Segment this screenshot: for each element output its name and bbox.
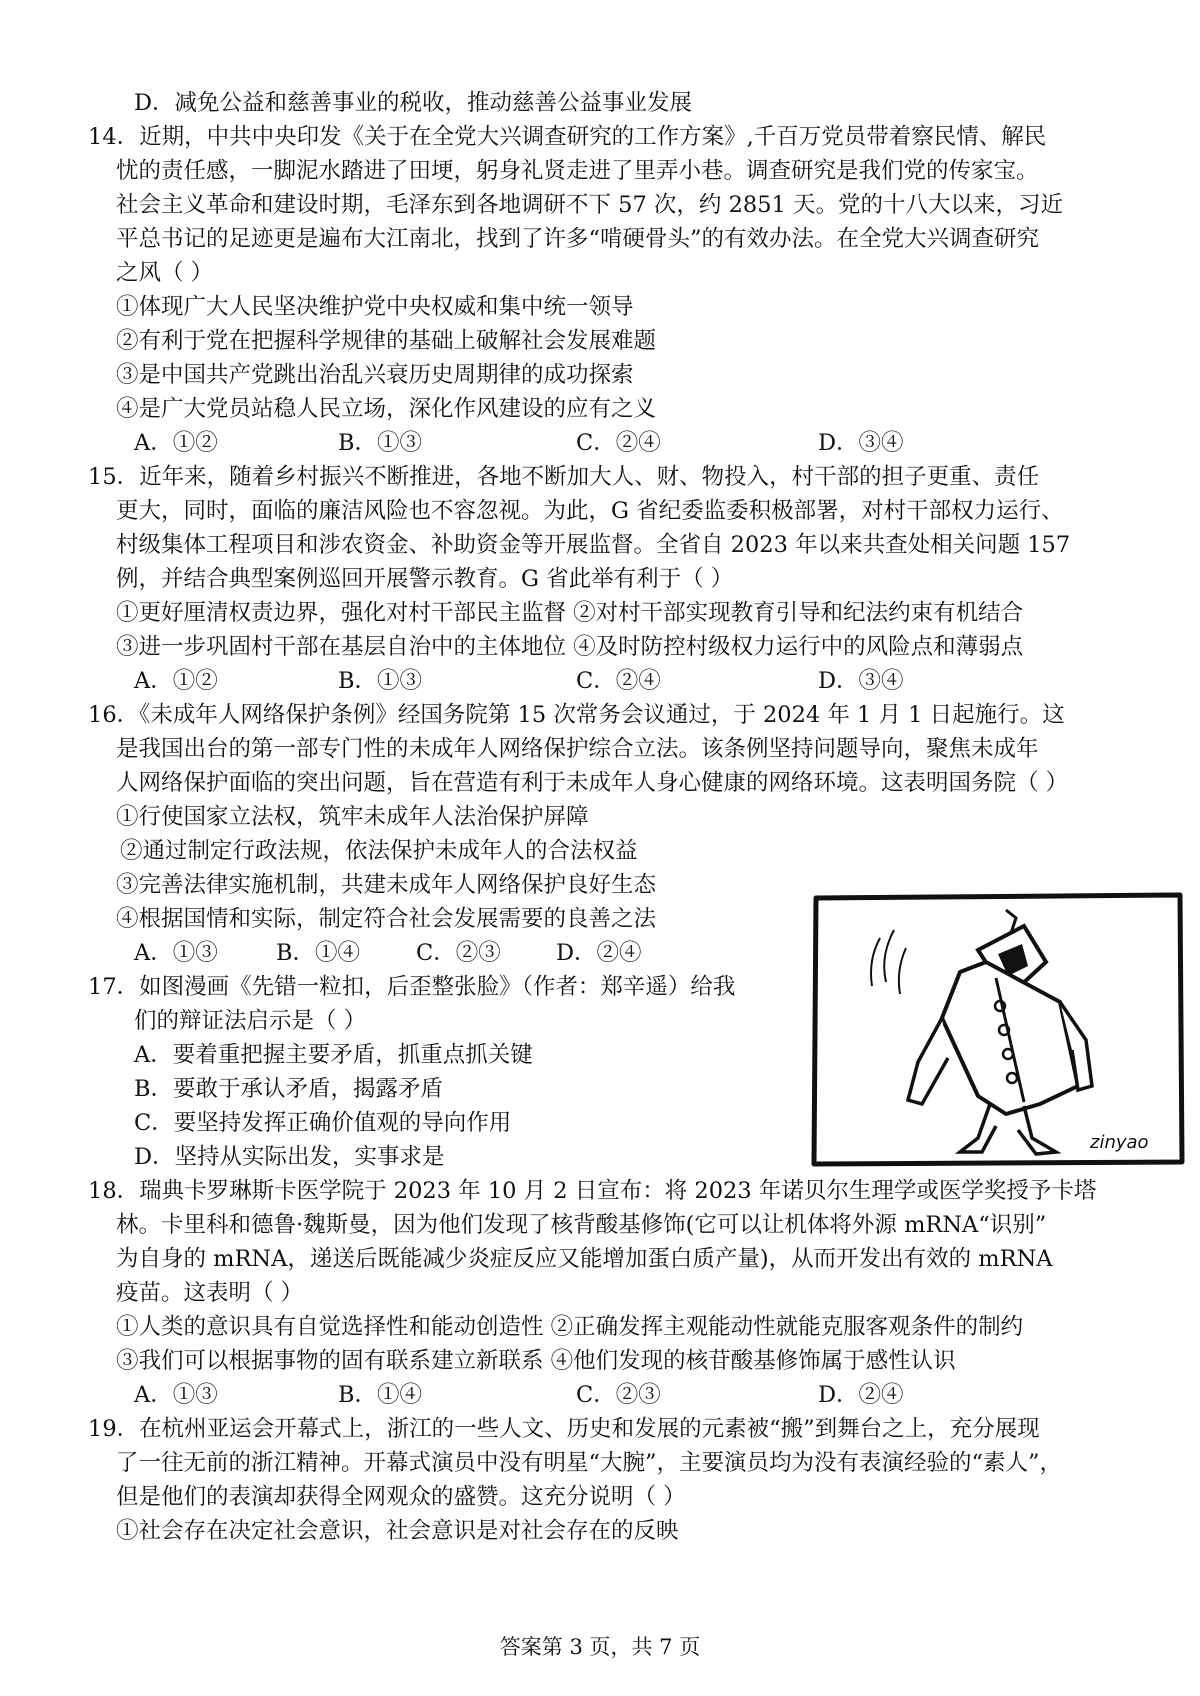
q19-stem-line-2: 了一往无前的浙江精神。开幕式演员中没有明星“大腕”，主要演员均为没有表演经验的“素人”，	[116, 1450, 1063, 1476]
q14-option-b[interactable]: B．①③	[338, 430, 423, 456]
q15-stem-line-3: 村级集体工程项目和涉农资金、补助资金等开展监督。全省自 2023 年以来共查处相关问题 157	[116, 532, 1071, 558]
q15-option-a[interactable]: A．①②	[134, 668, 218, 694]
q16-item-3: ③完善法律实施机制，共建未成年人网络保护良好生态	[116, 872, 657, 898]
q16-stem-line-2: 是我国出台的第一部专门性的未成年人网络保护综合立法。该条例坚持问题导向，聚焦未成年	[116, 736, 1039, 762]
cartoon-illustration	[810, 890, 1188, 1168]
q16-option-a[interactable]: A．①③	[134, 940, 218, 966]
cartoon-signature: zinyao	[1090, 1132, 1149, 1153]
q18-option-c[interactable]: C．②③	[576, 1382, 661, 1408]
q18-stem-line-1: 18．瑞典卡罗琳斯卡医学院于 2023 年 10 月 2 日宣布：将 2023 年诺贝尔生理学或医学奖授予卡塔	[88, 1178, 1097, 1204]
motion-line	[884, 930, 894, 982]
q15-option-b[interactable]: B．①③	[338, 668, 423, 694]
q14-stem-line-4: 平总书记的足迹更是遍布大江南北，找到了许多“啃硬骨头”的有效办法。在全党大兴调查研究	[116, 226, 1040, 252]
q15-option-c[interactable]: C．②④	[576, 668, 661, 694]
q17-choice-b[interactable]: B．要敢于承认矛盾，揭露矛盾	[134, 1076, 444, 1102]
q15-stem-line-1: 15．近年来，随着乡村振兴不断推进，各地不断加大人、财、物投入，村干部的担子更重、责任	[88, 464, 1040, 490]
q19-stem-line-3: 但是他们的表演却获得全网观众的盛赞。这充分说明（ ）	[116, 1484, 686, 1510]
q15-stem-line-2: 更大，同时，面临的廉洁风险也不容忽视。为此，G 省纪委监委积极部署，对村干部权力运行、	[116, 498, 1064, 524]
q16-item-1: ①行使国家立法权，筑牢未成年人法治保护屏障	[116, 804, 589, 830]
q16-stem-line-1: 16．《未成年人网络保护条例》经国务院第 15 次常务会议通过，于 2024 年 1 月 1 日起施行。这	[88, 702, 1065, 728]
q14-option-c[interactable]: C．②④	[576, 430, 661, 456]
q18-stem-line-4: 疫苗。这表明（ ）	[116, 1280, 304, 1306]
q17-choice-d[interactable]: D．坚持从实际出发，实事求是	[134, 1144, 445, 1170]
q15-option-d[interactable]: D．③④	[818, 668, 904, 694]
coat-left-sleeve	[908, 1018, 948, 1104]
q17-stem-line-1: 17．如图漫画《先错一粒扣，后歪整张脸》（作者：郑辛遥）给我	[88, 974, 736, 1000]
motion-line	[871, 938, 880, 986]
q16-item-4: ④根据国情和实际，制定符合社会发展需要的良善之法	[116, 906, 657, 932]
q14-option-a[interactable]: A．①②	[134, 430, 218, 456]
motion-line	[899, 948, 906, 994]
q16-option-d[interactable]: D．②④	[556, 940, 642, 966]
q18-option-d[interactable]: D．②④	[818, 1382, 904, 1408]
q19-item-1: ①社会存在决定社会意识，社会意识是对社会存在的反映	[116, 1518, 679, 1544]
q19-stem-line-1: 19．在杭州亚运会开幕式上，浙江的一些人文、历史和发展的元素被“搬”到舞台之上，充分展现	[88, 1416, 1040, 1442]
q14-option-d[interactable]: D．③④	[818, 430, 904, 456]
q13-option-d: D．减免公益和慈善事业的税收，推动慈善公益事业发展	[134, 90, 693, 116]
q15-items-row-2: ③进一步巩固村干部在基层自治中的主体地位 ④及时防控村级权力运行中的风险点和薄弱点	[116, 634, 1024, 660]
q14-stem-line-3: 社会主义革命和建设时期，毛泽东到各地调研不下 57 次，约 2851 天。党的十八大以来，习近	[116, 192, 1064, 218]
q18-items-row-1: ①人类的意识具有自觉选择性和能动创造性 ②正确发挥主观能动性就能克服客观条件的制约	[116, 1314, 1024, 1340]
q18-stem-line-3: 为自身的 mRNA，递送后既能减少炎症反应又能增加蛋白质产量)，从而开发出有效的 mRNA	[116, 1246, 1053, 1272]
q18-stem-line-2: 林。卡里科和德鲁·魏斯曼，因为他们发现了核背酸基修饰(它可以让机体将外源 mRNA“识别”	[116, 1212, 1047, 1238]
q14-stem-line-1: 14．近期，中共中央印发《关于在全党大兴调查研究的工作方案》,千百万党员带着察民情、解民	[88, 124, 1047, 150]
page-footer: 答案第 3 页，共 7 页	[499, 1635, 701, 1659]
q14-stem-line-5: 之风（ ）	[116, 260, 214, 286]
q17-stem-line-2: 们的辩证法启示是（ ）	[134, 1008, 367, 1034]
q15-stem-line-4: 例，并结合典型案例巡回开展警示教育。G 省此举有利于（ ）	[116, 566, 734, 592]
q14-item-2: ②有利于党在把握科学规律的基础上破解社会发展难题	[116, 328, 657, 354]
q18-option-b[interactable]: B．①④	[338, 1382, 423, 1408]
q16-option-b[interactable]: B．①④	[276, 940, 361, 966]
leg-left	[960, 1104, 996, 1152]
q17-choice-a[interactable]: A．要着重把握主要矛盾，抓重点抓关键	[134, 1042, 533, 1068]
q16-stem-line-3: 人网络保护面临的突出问题，旨在营造有利于未成年人身心健康的网络环境。这表明国务院（ ）	[116, 770, 1069, 796]
q14-item-1: ①体现广大人民坚决维护党中央权威和集中统一领导	[116, 294, 634, 320]
q14-item-4: ④是广大党员站稳人民立场，深化作风建设的应有之义	[116, 396, 657, 422]
q18-option-a[interactable]: A．①③	[134, 1382, 218, 1408]
leg-right	[1018, 1106, 1056, 1154]
q16-item-2: ②通过制定行政法规，依法保护未成年人的合法权益	[120, 838, 638, 864]
q18-items-row-2: ③我们可以根据事物的固有联系建立新联系 ④他们发现的核苷酸基修饰属于感性认识	[116, 1348, 956, 1374]
q14-stem-line-2: 忧的责任感，一脚泥水踏进了田埂，躬身礼贤走进了里弄小巷。调查研究是我们党的传家宝。	[116, 158, 1039, 184]
q15-items-row-1: ①更好厘清权责边界，强化对村干部民主监督 ②对村干部实现教育引导和纪法约束有机结合	[116, 600, 1024, 626]
q16-option-c[interactable]: C．②③	[416, 940, 501, 966]
q14-item-3: ③是中国共产党跳出治乱兴衰历史周期律的成功探索	[116, 362, 634, 388]
q17-choice-c[interactable]: C．要坚持发挥正确价值观的导向作用	[134, 1110, 512, 1136]
